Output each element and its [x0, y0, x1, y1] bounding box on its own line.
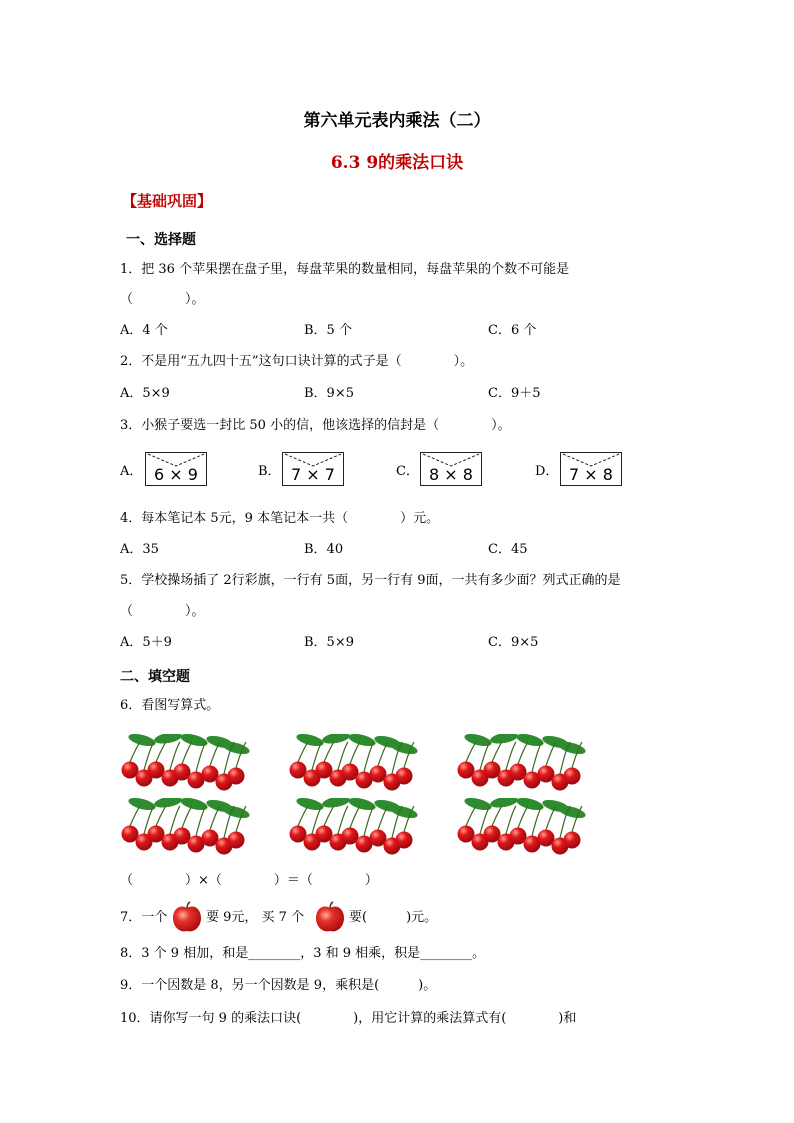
q1-option-b[interactable]: B．5 个	[304, 323, 352, 338]
envelope-a[interactable]	[145, 452, 207, 486]
envelope-d-text: 7 × 8	[569, 465, 613, 484]
cherry-cluster	[456, 734, 588, 796]
envelope-a-text: 6 × 9	[154, 465, 198, 484]
envelope-b-text: 7 × 7	[291, 465, 335, 484]
q5-blank: （ ）。	[120, 604, 205, 619]
page-title: 第六单元表内乘法（二）	[303, 111, 491, 131]
q5-option-c[interactable]: C．9×5	[488, 635, 539, 650]
envelope-d[interactable]	[560, 452, 622, 486]
cherry-cluster	[288, 798, 420, 860]
q5-option-a[interactable]: A．5＋9	[120, 635, 172, 650]
q5-option-b[interactable]: B．5×9	[304, 635, 354, 650]
q2-option-c[interactable]: C．9＋5	[488, 386, 541, 401]
cherry-cluster	[120, 734, 252, 796]
part1-heading: 一、选择题	[126, 232, 196, 248]
q10-text: 10．请你写一句 9 的乘法口诀( )，用它计算的乘法算式有( )和	[120, 1011, 577, 1026]
q4-option-c[interactable]: C．45	[488, 542, 528, 557]
q3-label-c[interactable]: C．	[396, 464, 419, 479]
q4-text: 4．每本笔记本 5元，9 本笔记本一共（ ）元。	[120, 511, 440, 526]
q2-option-a[interactable]: A．5×9	[120, 386, 170, 401]
page-subtitle: 6.3 9的乘法口诀	[330, 153, 464, 173]
q2-option-b[interactable]: B．9×5	[304, 386, 354, 401]
q8-text: 8．3 个 9 相加，和是________，3 和 9 相乘，积是________。	[120, 946, 486, 961]
envelope-c-text: 8 × 8	[429, 465, 473, 484]
q7-text-1: 7．一个	[120, 910, 168, 925]
q4-option-a[interactable]: A．35	[120, 542, 159, 557]
q1-option-a[interactable]: A．4 个	[120, 323, 168, 338]
q3-label-d[interactable]: D．	[535, 464, 559, 479]
part2-heading: 二、填空题	[120, 669, 190, 685]
q1-text: 1．把 36 个苹果摆在盘子里，每盘苹果的数量相同，每盘苹果的个数不可能是	[120, 262, 570, 277]
q6-text: 6．看图写算式。	[120, 698, 220, 713]
q5-text: 5．学校操场插了 2行彩旗，一行有 5面，另一行有 9面，一共有多少面？列式正确的是	[120, 573, 621, 588]
apple-icon	[313, 900, 347, 934]
cherry-cluster	[120, 798, 252, 860]
q3-label-a[interactable]: A．	[120, 464, 143, 479]
q3-label-b[interactable]: B．	[258, 464, 281, 479]
envelope-c[interactable]	[420, 452, 482, 486]
envelope-b[interactable]	[282, 452, 344, 486]
q2-text: 2．不是用“五九四十五”这句口诀计算的式子是（ ）。	[120, 354, 474, 369]
section-basic: 【基础巩固】	[122, 192, 213, 210]
q7-text-2: 要 9元， 买 7 个	[206, 910, 305, 925]
q3-text: 3．小猴子要选一封比 50 小的信，他该选择的信封是（ ）。	[120, 418, 511, 433]
q4-option-b[interactable]: B．40	[304, 542, 344, 557]
apple-icon	[170, 900, 204, 934]
q6-answer-line: （ ）×（ ）＝（ ）	[120, 873, 378, 888]
q1-option-c[interactable]: C．6 个	[488, 323, 537, 338]
cherry-cluster	[456, 798, 588, 860]
q7-text-3: 要( )元。	[349, 910, 438, 925]
q9-text: 9．一个因数是 8，另一个因数是 9，乘积是( )。	[120, 978, 437, 993]
cherry-cluster	[288, 734, 420, 796]
q1-blank: （ ）。	[120, 292, 205, 307]
